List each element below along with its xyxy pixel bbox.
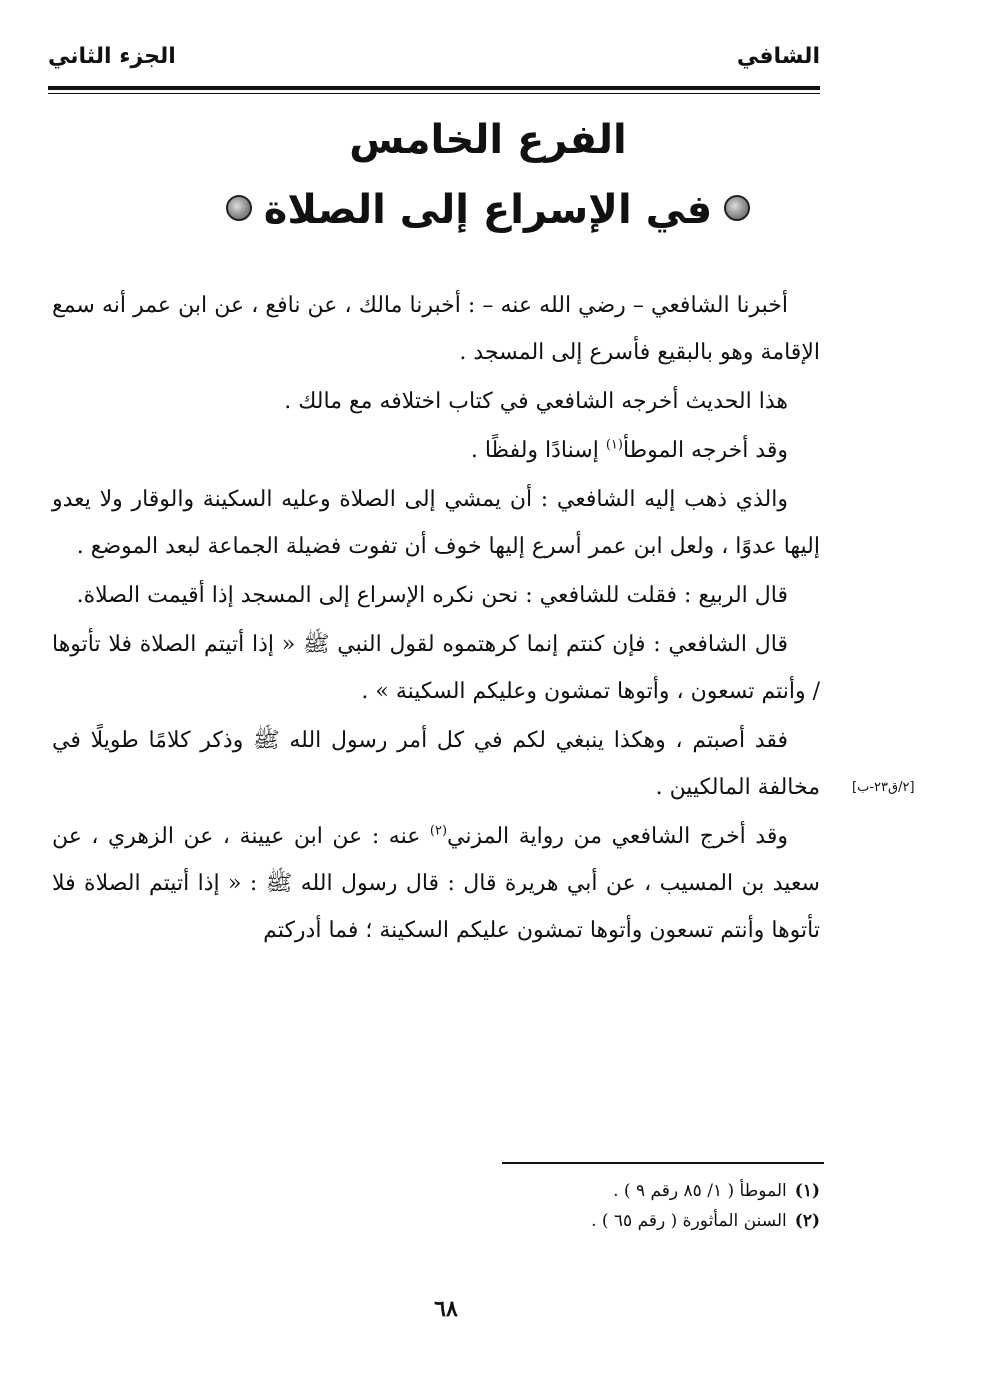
paragraph-text: إسنادًا ولفظًا . (470, 438, 606, 463)
footnote-number: (٢) (794, 1211, 820, 1231)
paragraph-text: وقد أخرج الشافعي من رواية المزني (447, 824, 788, 849)
header-rule-thin (48, 93, 820, 94)
paragraph-text: عنه : عن ابن عيينة ، عن الزهري ، عن سعيد بن المسيب ، عن أبي هريرة قال : قال رسول الله ﷺ : « إذا أتيتم الصلاة فلا تأتوها وأنتم تسعون وأتوها تمشون عليكم السكينة ؛ فما أدركتم (52, 824, 820, 943)
paragraph-text: قال الشافعي : فإن كنتم إنما كرهتموه لقول النبي ﷺ « إذا أتيتم الصلاة فلا تأتوها / وأنتم تسعون ، وأتوها تمشون وعليكم السكينة » . (52, 632, 820, 704)
header-rule-thick (48, 86, 820, 90)
volume-label: الجزء الثاني (48, 44, 176, 69)
paragraph-text: وقد أخرجه الموطأ (622, 438, 788, 463)
footnote-marker[interactable]: (٢) (429, 823, 448, 839)
footnote-marker[interactable]: (١) (605, 437, 623, 453)
paragraph (52, 427, 820, 474)
paragraph (52, 572, 820, 619)
margin-folio-note: [٢/ق٢٣-ب] (852, 780, 915, 795)
paragraph (52, 378, 820, 425)
paragraph (52, 282, 820, 376)
ornament-circle-icon (724, 195, 750, 221)
paragraph (52, 621, 820, 715)
paragraph (52, 476, 820, 570)
paragraph-text: أخبرنا الشافعي – رضي الله عنه – : أخبرنا مالك ، عن نافع ، عن ابن عمر أنه سمع الإقامة وهو بالبقيع فأسرع إلى المسجد . (52, 293, 820, 365)
paragraph-text: هذا الحديث أخرجه الشافعي في كتاب اختلافه مع مالك . (284, 389, 788, 414)
chapter-title: الفرع الخامس (349, 117, 627, 163)
footnote-text: السنن المأثورة ( رقم ٦٥ ) . (591, 1211, 787, 1231)
paragraph-text: والذي ذهب إليه الشافعي : أن يمشي إلى الصلاة وعليه السكينة والوقار ولا يعدو إليها عدوًا ، ولعل ابن عمر أسرع إليها خوف أن تفوت فضيلة الجماعة لبعد الموضع . (52, 487, 820, 559)
section-title: في الإسراع إلى الصلاة (263, 187, 713, 233)
footnote-item (420, 1176, 820, 1206)
ornament-circle-icon (226, 195, 252, 221)
footnote-separator (502, 1162, 824, 1164)
footnotes (420, 1176, 820, 1236)
running-head (48, 40, 820, 80)
paragraph (52, 813, 820, 954)
footnote-item (420, 1206, 820, 1236)
footnote-number: (١) (794, 1181, 820, 1201)
book-title: الشافي (736, 44, 820, 69)
body-text (52, 282, 820, 956)
paragraph-text: قال الربيع : فقلت للشافعي : نحن نكره الإسراع إلى المسجد إذا أقيمت الصلاة. (76, 583, 788, 608)
paragraph (52, 717, 820, 811)
footnote-text: الموطأ ( ١/ ٨٥ رقم ٩ ) . (613, 1181, 787, 1201)
section-title-row (48, 180, 928, 240)
page-number: ٦٨ (434, 1296, 458, 1322)
paragraph-text: فقد أصبتم ، وهكذا ينبغي لكم في كل أمر رسول الله ﷺ وذكر كلامًا طويلًا في مخالفة المالكيين . (52, 728, 820, 800)
